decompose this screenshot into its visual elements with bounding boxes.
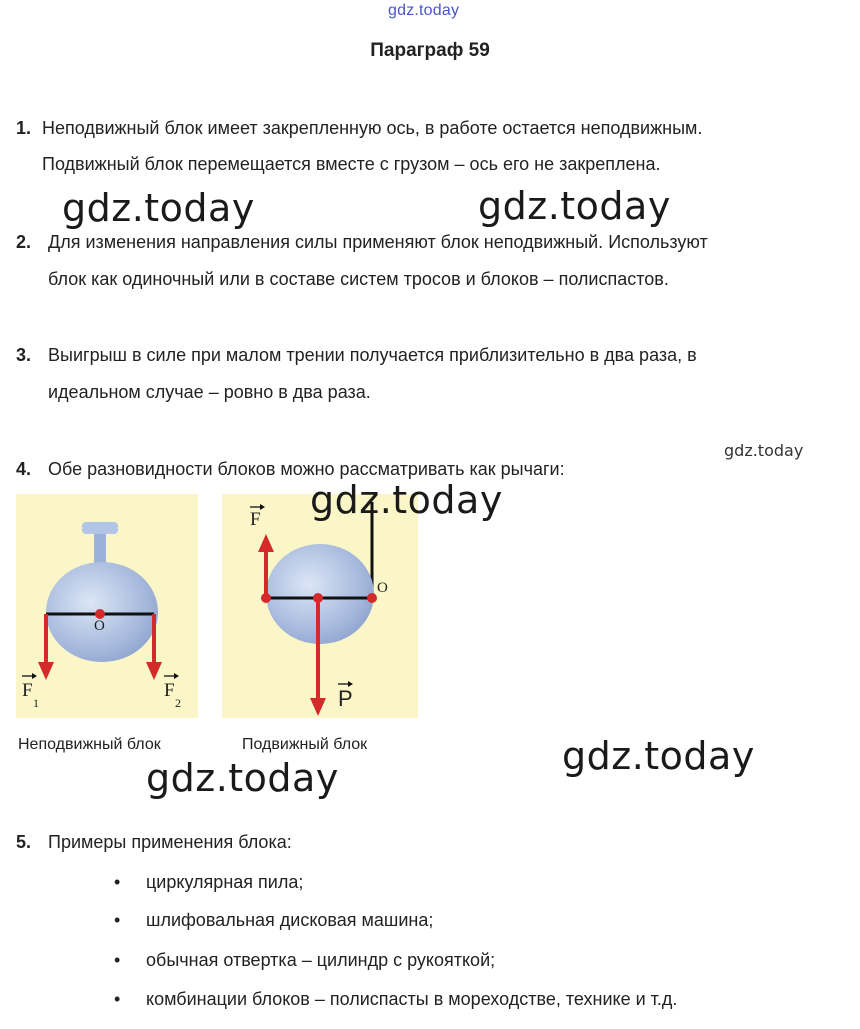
weight-p-arrowhead — [310, 698, 326, 716]
list-bullet: • — [114, 910, 121, 930]
fixed-pulley-caption: Неподвижный блок — [18, 736, 161, 753]
watermark-top: gdz.today — [388, 2, 460, 19]
item-2-number: 2. — [16, 232, 32, 252]
force-f1-subscript: 1 — [33, 696, 39, 710]
item-5-line-1: Примеры применения блока: — [48, 832, 292, 852]
item-1-line-2: Подвижный блок перемещается вместе с грузом – ось его не закреплена. — [42, 154, 661, 174]
item-3-line-1: Выигрыш в силе при малом трении получается приблизительно в два раза, в — [48, 345, 697, 365]
weight-p-label: P — [338, 686, 353, 711]
item-3-line-2: идеальном случае – ровно в два раза. — [48, 382, 371, 402]
movable-pulley-caption: Подвижный блок — [242, 736, 368, 753]
force-f2-label: F — [164, 680, 175, 701]
watermark-big: gdz.today — [62, 186, 255, 230]
pivot-point — [367, 593, 377, 603]
watermark-big: gdz.today — [562, 734, 755, 778]
item-2-line-1: Для изменения направления силы применяют блок неподвижный. Используют — [48, 232, 708, 252]
item-4-line-1: Обе разновидности блоков можно рассматривать как рычаги: — [48, 459, 565, 479]
list-item: циркулярная пила; — [146, 872, 304, 892]
item-1-number: 1. — [16, 118, 32, 138]
watermark-side: gdz.today — [724, 441, 804, 460]
page-title: Параграф 59 — [370, 40, 490, 61]
force-f2-subscript: 2 — [175, 696, 181, 710]
list-item: обычная отвертка – цилиндр с рукояткой; — [146, 950, 496, 970]
center-label: O — [94, 618, 105, 634]
list-item: шлифовальная дисковая машина; — [146, 910, 434, 930]
force-f-arrowhead — [258, 534, 274, 552]
force-f2-arrowhead — [146, 662, 162, 680]
force-f1-label: F — [22, 680, 33, 701]
list-bullet: • — [114, 950, 121, 970]
watermark-big: gdz.today — [478, 184, 671, 228]
watermark-big: gdz.today — [310, 478, 503, 522]
item-1-line-1: Неподвижный блок имеет закрепленную ось, в работе остается неподвижным. — [42, 118, 703, 138]
item-3-number: 3. — [16, 345, 32, 365]
center-point — [313, 593, 323, 603]
list-bullet: • — [114, 872, 121, 892]
force-f-label: F — [250, 509, 261, 530]
pivot-label: O — [377, 580, 388, 596]
movable-pulley-figure — [222, 494, 418, 718]
watermark-big: gdz.today — [146, 756, 339, 800]
fixed-pulley-figure — [16, 494, 198, 718]
list-item: комбинации блоков – полиспасты в мореходстве, технике и т.д. — [146, 989, 678, 1009]
force-f1-arrowhead — [38, 662, 54, 680]
item-2-line-2: блок как одиночный или в составе систем тросов и блоков – полиспастов. — [48, 269, 669, 289]
axle-head — [82, 522, 118, 534]
list-bullet: • — [114, 989, 121, 1009]
item-5-number: 5. — [16, 832, 32, 852]
item-4-number: 4. — [16, 459, 32, 479]
